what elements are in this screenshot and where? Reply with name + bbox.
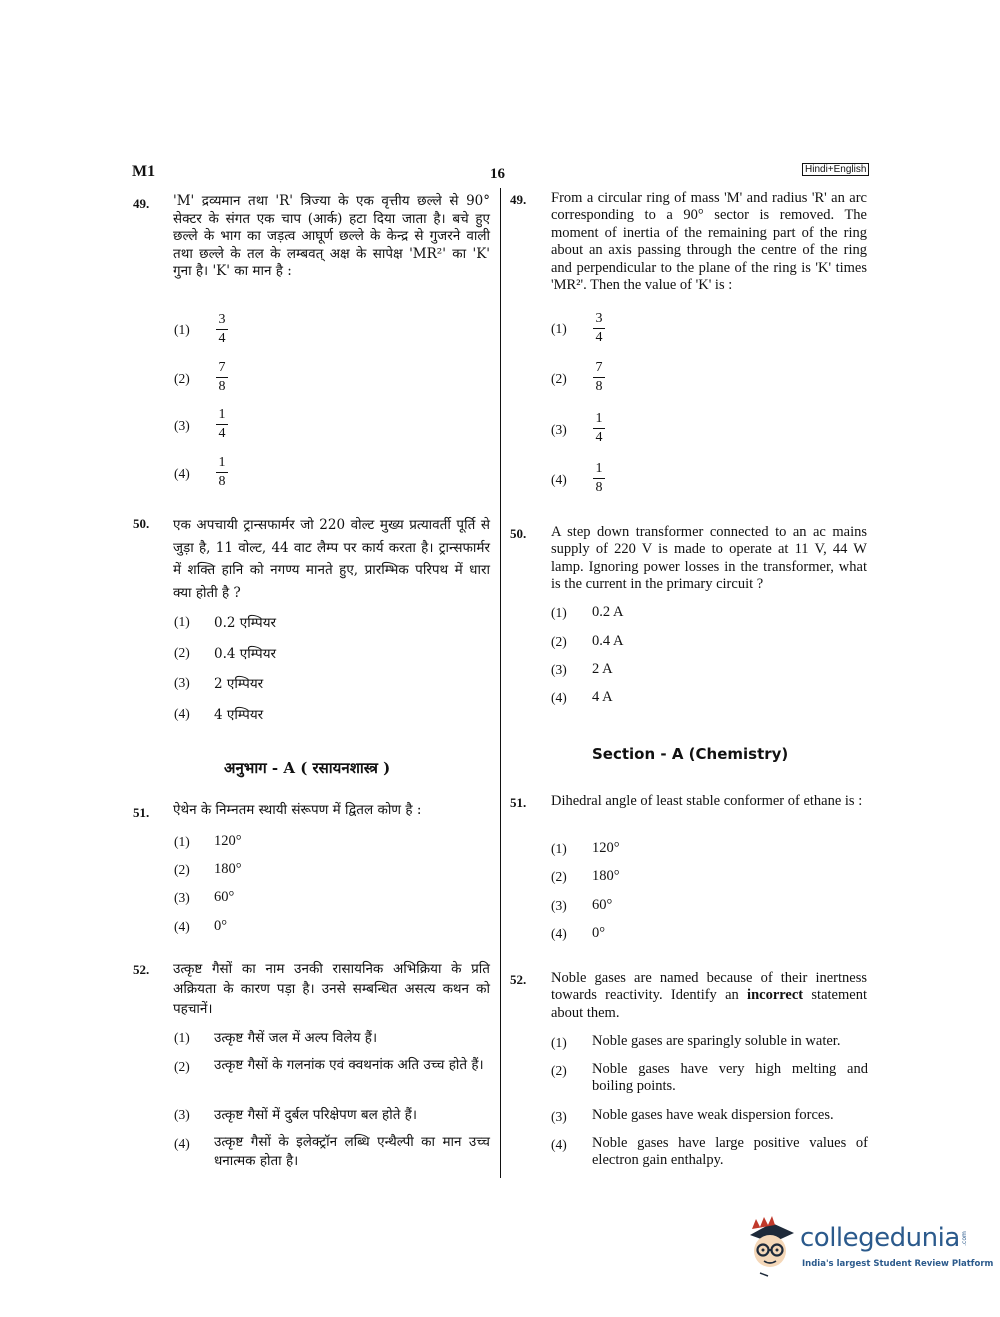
q50-opt1-text-en: 0.2 A <box>592 604 624 620</box>
q49-number-en: 49. <box>510 192 527 207</box>
q50-opt1-text-hi: 0.2 एम्पियर <box>214 615 277 631</box>
q52-opt1-label-hi: (1) <box>174 1030 190 1045</box>
q50-opt2-text-en: 0.4 A <box>592 633 624 649</box>
q52-number-hi: 52. <box>133 962 150 977</box>
q51-opt3-label-hi: (3) <box>174 890 190 905</box>
q50-text-hi: एक अपचायी ट्रान्सफार्मर जो 220 वोल्ट मुख्य प्रत्यावर्ती पूर्ति से जुड़ा है, 11 वोल्ट, 44 वाट लैम्प पर कार्य करता है। ट्रान्सफार्मर में शक्ति हानि को नगण्य मानते हुए, प्रारम्भिक परिपथ में धारा क्या होती है ? <box>173 517 490 601</box>
language-badge: Hindi+English <box>802 163 869 176</box>
q52-opt4-label-en: (4) <box>551 1137 567 1152</box>
paper-code: M1 <box>132 163 156 180</box>
q51-opt2-label-en: (2) <box>551 869 567 884</box>
q52-opt4-label-hi: (4) <box>174 1136 190 1151</box>
q51-opt4-text-en: 0° <box>592 925 606 941</box>
q49-opt2-label-en: (2) <box>551 371 567 386</box>
logo-tagline: India's largest Student Review Platform <box>802 1259 994 1269</box>
q50-opt3-text-en: 2 A <box>592 661 613 677</box>
q51-opt2-text-hi: 180° <box>214 861 242 877</box>
q49-number-hi: 49. <box>133 196 150 211</box>
q49-opt1-fraction-en: 3 4 <box>593 311 605 346</box>
q52-number-en: 52. <box>510 972 527 987</box>
q50-opt1-label-hi: (1) <box>174 614 190 629</box>
column-divider <box>500 188 501 1178</box>
q51-opt1-text-hi: 120° <box>214 833 242 849</box>
q49-opt4-label-hi: (4) <box>174 466 190 481</box>
q52-opt1-label-en: (1) <box>551 1035 567 1050</box>
collegedunia-logo <box>742 1213 994 1283</box>
q52-opt1-text-en: Noble gases are sparingly soluble in water. <box>592 1033 841 1049</box>
q52-opt4-text-en: Noble gases have large positive values of electron gain enthalpy. <box>592 1135 868 1169</box>
q50-opt4-label-hi: (4) <box>174 706 190 721</box>
page-number: 16 <box>490 166 505 182</box>
q50-opt4-text-hi: 4 एम्पियर <box>214 707 264 723</box>
q49-opt4-fraction-hi: 1 8 <box>216 455 228 490</box>
q52-opt2-label-hi: (2) <box>174 1059 190 1074</box>
q49-text-hi: 'M' द्रव्यमान तथा 'R' त्रिज्या के एक वृत्तीय छल्ले से 90° सेक्टर के संगत एक चाप (आर्क) हटा दिया जाता है। बचे हुए छल्ले के भाग का जड़त्व आघूर्ण छल्ले के केन्द्र से गुजरने वाली तथा छल्ले के तल के लम्बवत् अक्ष के सापेक्ष 'MR²' का 'K' गुना है। 'K' का मान है : <box>173 193 490 279</box>
q49-opt3-fraction-en: 1 4 <box>593 411 605 446</box>
q49-opt3-fraction-hi: 1 4 <box>216 407 228 442</box>
section-heading-en: Section - A (Chemistry) <box>592 745 789 763</box>
q50-opt4-label-en: (4) <box>551 690 567 705</box>
q49-opt4-fraction-en: 1 8 <box>593 461 605 496</box>
q51-opt2-text-en: 180° <box>592 868 620 884</box>
q49-opt3-label-en: (3) <box>551 422 567 437</box>
q51-opt1-text-en: 120° <box>592 840 620 856</box>
q50-number-hi: 50. <box>133 516 150 531</box>
q51-opt1-label-en: (1) <box>551 841 567 856</box>
q51-opt3-label-en: (3) <box>551 898 567 913</box>
q49-text-en: From a circular ring of mass 'M' and radius 'R' an arc corresponding to a 90° sector is removed. The moment of inertia of the remaining part of the ring about an axis passing through the centre of the ring and perpendicular to the plane of the ring is 'K' times 'MR²'. Then the value of 'K' is : <box>551 190 867 294</box>
q52-opt2-text-en: Noble gases have very high melting and boiling points. <box>592 1061 868 1095</box>
q51-opt1-label-hi: (1) <box>174 834 190 849</box>
q50-text-en: A step down transformer connected to an ac mains supply of 220 V is made to operate at 11 V, 44 W lamp. Ignoring power losses in the transformer, what is the current in the primary circuit ? <box>551 524 867 593</box>
q50-opt2-label-hi: (2) <box>174 645 190 660</box>
q51-opt4-label-hi: (4) <box>174 919 190 934</box>
q52-opt3-text-hi: उत्कृष्ट गैसों में दुर्बल परिक्षेपण बल होते हैं। <box>214 1107 417 1123</box>
q50-number-en: 50. <box>510 526 527 541</box>
q49-opt1-label-hi: (1) <box>174 322 190 337</box>
q49-opt2-label-hi: (2) <box>174 371 190 386</box>
q51-opt4-text-hi: 0° <box>214 918 228 934</box>
q49-opt1-fraction-hi: 3 4 <box>216 312 228 347</box>
q50-opt3-label-en: (3) <box>551 662 567 677</box>
q50-opt4-text-en: 4 A <box>592 689 613 705</box>
q49-opt4-label-en: (4) <box>551 472 567 487</box>
q49-opt2-fraction-hi: 7 8 <box>216 360 228 395</box>
q51-opt3-text-en: 60° <box>592 897 613 913</box>
q49-opt1-label-en: (1) <box>551 321 567 336</box>
q50-opt3-text-hi: 2 एम्पियर <box>214 676 264 692</box>
q52-opt1-text-hi: उत्कृष्ट गैसें जल में अल्प विलेय हैं। <box>214 1030 378 1046</box>
section-heading-hi: अनुभाग - A ( रसायनशास्त्र ) <box>224 759 391 777</box>
q52-opt3-label-hi: (3) <box>174 1107 190 1122</box>
q51-opt4-label-en: (4) <box>551 926 567 941</box>
q52-text-en: Noble gases are named because of their inertness towards reactivity. Identify an incorrect statement about them. <box>551 970 867 1021</box>
q51-opt3-text-hi: 60° <box>214 889 235 905</box>
q50-opt2-label-en: (2) <box>551 634 567 649</box>
logo-wordmark: collegedunia <box>800 1223 960 1253</box>
q50-opt1-label-en: (1) <box>551 605 567 620</box>
q50-opt2-text-hi: 0.4 एम्पियर <box>214 646 277 662</box>
q51-opt2-label-hi: (2) <box>174 862 190 877</box>
q51-number-hi: 51. <box>133 805 150 820</box>
q49-opt2-fraction-en: 7 8 <box>593 360 605 395</box>
logo-suffix: .com <box>960 1231 968 1246</box>
q51-text-en: Dihedral angle of least stable conformer of ethane is : <box>551 793 863 809</box>
q52-text-hi: उत्कृष्ट गैसों का नाम उनकी रासायनिक अभिक्रिया के प्रति अक्रियता के कारण पड़ा है। उनसे सम्बन्धित असत्य कथन को पहचानें। <box>173 961 490 1017</box>
q52-opt2-text-hi: उत्कृष्ट गैसों के गलनांक एवं क्वथनांक अति उच्च होते हैं। <box>214 1057 484 1073</box>
q52-opt2-label-en: (2) <box>551 1063 567 1078</box>
mascot-icon <box>742 1213 798 1279</box>
q50-opt3-label-hi: (3) <box>174 675 190 690</box>
q52-opt3-text-en: Noble gases have weak dispersion forces. <box>592 1107 834 1123</box>
q51-number-en: 51. <box>510 795 527 810</box>
q52-emphasis: incorrect <box>747 987 804 1004</box>
q49-opt3-label-hi: (3) <box>174 418 190 433</box>
q52-opt4-text-hi: उत्कृष्ट गैसों के इलेक्ट्रॉन लब्धि एन्थैल्पी का मान उच्च धनात्मक होता है। <box>214 1134 490 1169</box>
q51-text-hi: ऐथेन के निम्नतम स्थायी संरूपण में द्वितल कोण है : <box>173 802 422 818</box>
q52-opt3-label-en: (3) <box>551 1109 567 1124</box>
